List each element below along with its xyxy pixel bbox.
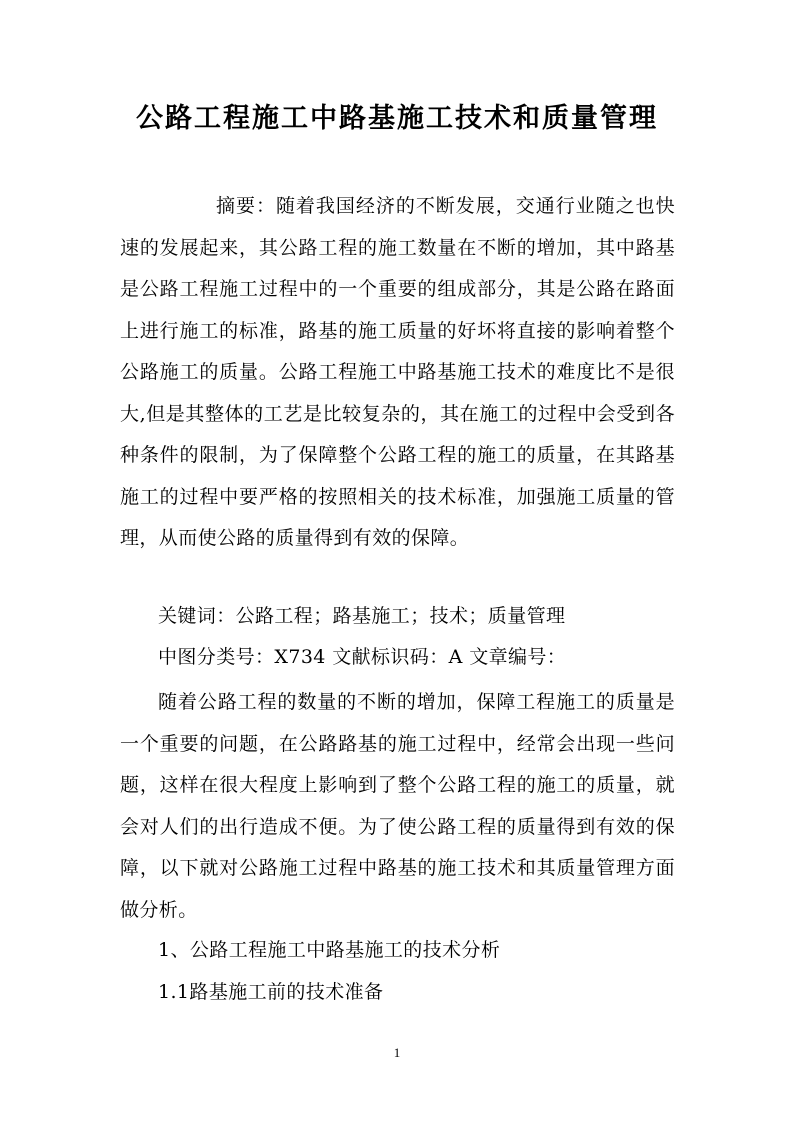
subsection-heading: 1.1路基施工前的技术准备 — [158, 981, 384, 1003]
intro-paragraph: 随着公路工程的数量的不断的增加，保障工程施工的质量是一个重要的问题，在公路路基的施工过程中，经常会出现一些问题，这样在很大程度上影响到了整个公路工程的施工的质量，就会对人们的出行造成不便。为了使公路工程的质量得到有效的保障，以下就对公路施工过程中路基的施工技术和其质量管理方面做分析。 — [120, 691, 675, 921]
document-title: 公路工程施工中路基施工技术和质量管理 — [136, 103, 658, 134]
page-number: 1 — [393, 1045, 401, 1060]
abstract-block — [120, 186, 675, 560]
classification-line: 中图分类号：X734 文献标识码：A 文章编号： — [158, 646, 567, 668]
intro-block — [120, 682, 675, 931]
section-heading: 1、公路工程施工中路基施工的技术分析 — [158, 939, 501, 961]
abstract-paragraph: 摘要：随着我国经济的不断发展，交通行业随之也快速的发展起来，其公路工程的施工数量在不断的增加，其中路基是公路工程施工过程中的一个重要的组成部分，其是公路在路面上进行施工的标准，路基的施工质量的好坏将直接的影响着整个公路施工的质量。公路工程施工中路基施工技术的难度比不是很大,但是其整体的工艺是比较复杂的，其在施工的过程中会受到各种条件的限制，为了保障整个公路工程的施工的质量，在其路基施工的过程中要严格的按照相关的技术标准，加强施工质量的管理，从而使公路的质量得到有效的保障。 — [120, 195, 675, 549]
keywords-line: 关键词：公路工程；路基施工；技术；质量管理 — [158, 605, 566, 627]
